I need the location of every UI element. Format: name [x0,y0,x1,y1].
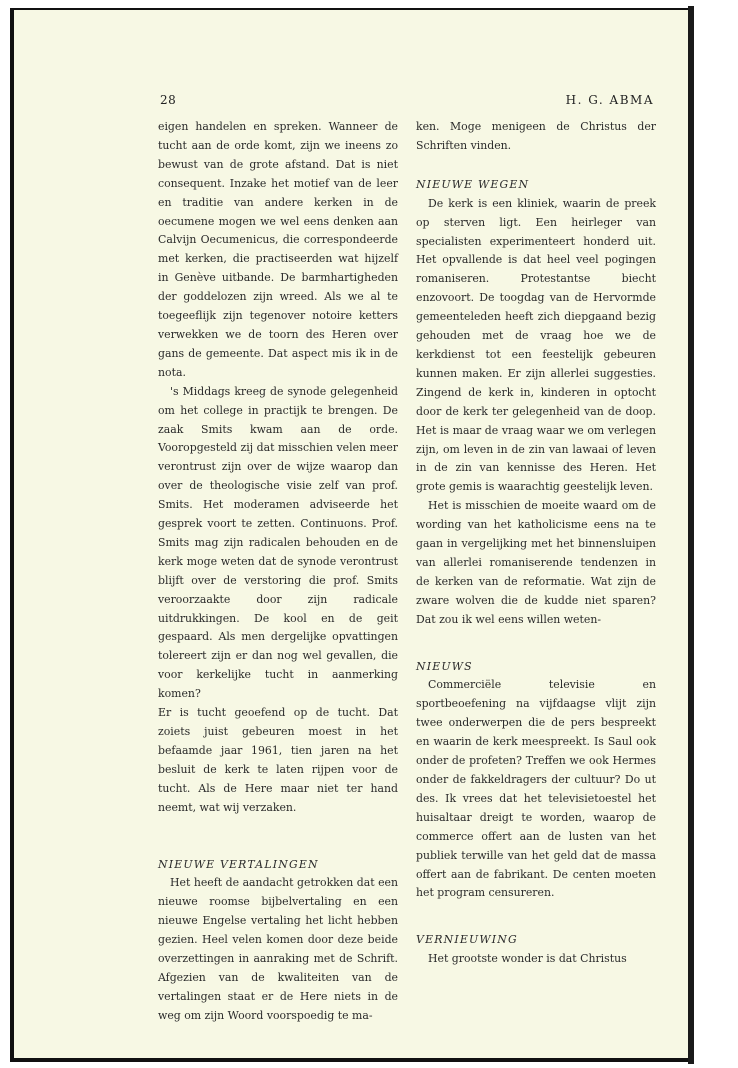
right-paragraph-1: ken. Moge menigeen de Christus der Schriften vinden. [416,120,656,152]
page-number: 28 [160,93,177,107]
left-paragraph-4: Het heeft de aandacht getrokken dat een nieuwe roomse bijbelvertaling en een nieuwe Engelse vertaling het licht hebben gezien. Heel velen komen door deze beide overzettingen in aanraking met de Schrift. Afgezien van de kwaliteiten van de vertalingen staat er de Here niets in de weg om zijn Woord voorspoedig te ma- [158,876,398,1022]
page-edge-shadow [688,6,694,1064]
left-paragraph-3: Er is tucht geoefend op de tucht. Dat zoiets juist gebeuren moest in het befaamde jaar 1961, tien jaren na het besluit de kerk te laten rijpen voor de tucht. Als de Here maar niet ter hand neemt, wat wij verzaken. [158,706,398,814]
right-paragraph-5: Het grootste wonder is dat Christus [428,952,627,966]
left-paragraph-1: eigen handelen en spreken. Wanneer de tucht aan de orde komt, zijn we ineens zo bewust van de grote afstand. Dat is niet consequent. Inzake het motief van de leer en traditie van andere kerken in de oecumene mogen we wel eens denken aan Calvijn Oecumenicus, die correspondeerde met kerken, die practiseerden wat hijzelf in Genève uitbande. De barmhartigheden der goddelozen zijn wreed. Als we al te toegeeflijk zijn tegenover notoire ketters verwekken we de toorn des Heren over gans de gemeente. Dat aspect mis ik in de nota. [158,120,398,379]
right-paragraph-3: Het is misschien de moeite waard om de wording van het katholicisme eens na te gaan in vergelijking met het binnensluipen van allerlei romaniserende tendenzen in de kerken van de reformatie. Wat zijn de zware wolven die de kudde niet sparen? Dat zou ik wel eens willen weten- [416,499,656,626]
left-column [158,118,398,1026]
right-column [416,118,656,969]
section-heading-nieuwe-wegen: NIEUWE WEGEN [416,177,530,191]
section-heading-nieuws: NIEUWS [416,659,473,673]
right-paragraph-4: Commerciële televisie en sportbeoefening na vijfdaagse vlijt zijn twee onderwerpen die de pers bespreekt en waarin de kerk meespreekt. Is Saul ook onder de profeten? Treffen we ook Hermes onder de fakkeldragers der cultuur? Do ut des. Ik vrees dat het televisietoestel het huisaltaar dreigt te worden, waarop de commerce offert aan de lusten van het publiek terwille van het geld dat de massa offert aan de fabrikant. De centen moeten het program censureren. [416,678,656,900]
section-heading-vernieuwing: VERNIEUWING [416,933,518,947]
section-heading-nieuwe-vertalingen: NIEUWE VERTALINGEN [158,857,319,871]
running-head-author: H. G. ABMA [565,93,654,107]
left-paragraph-2: 's Middags kreeg de synode gelegenheid om het college in practijk te brengen. De zaak Smits kwam aan de orde. Vooropgesteld zij dat misschien velen meer verontrust zijn over de wijze waarop dan over de theologische visie zelf van prof. Smits. Het moderamen adviseerde het gesprek voort te zetten. Continuons. Prof. Smits mag zijn radicalen behouden en de kerk moge weten dat de synode verontrust blijft over de verstoring die prof. Smits veroorzaakte door zijn radicale uitdrukkingen. De kool en de geit gespaard. Als men dergelijke opvattingen tolereert zijn er dan nog wel gevallen, die voor kerkelijke tucht in aanmerking komen? [158,384,398,701]
right-paragraph-2: De kerk is een kliniek, waarin de preek op sterven ligt. Een heirleger van specialisten experimenteert honderd uit. Het opvallende is dat heel veel pogingen romaniseren. Protestantse biecht enzovoort. De toogdag van de Hervormde gemeenteleden heeft zich diepgaand bezig gehouden met de vraag hoe we de kerkdienst tot een feestelijk gebeuren kunnen maken. Er zijn allerlei suggesties. Zingend de kerk in, kinderen in optocht door de kerk ter gelegenheid van de doop. Het is maar de vraag waar we om verlegen zijn, om leven in de zin van lawaai of leven in de zin van kennisse des Heren. Het grote gemis is waarachtig geestelijk leven. [416,196,656,494]
